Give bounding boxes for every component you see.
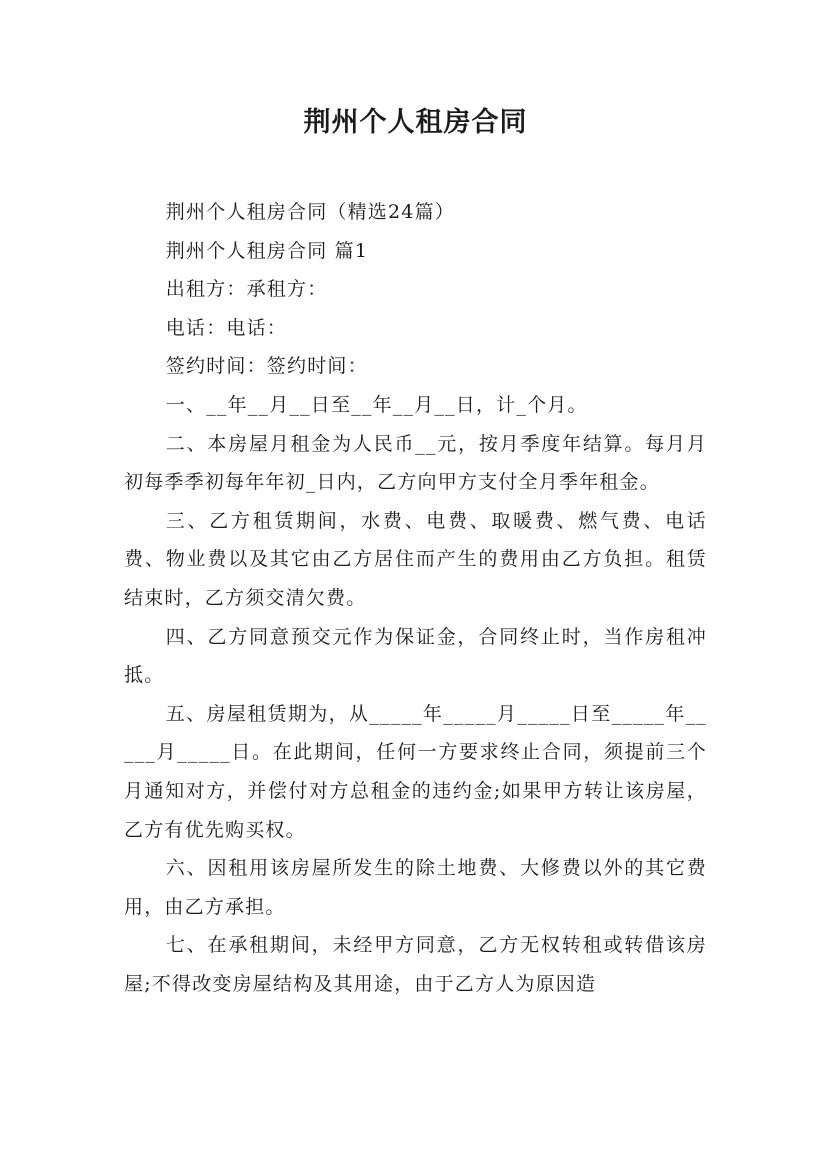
paragraph: 签约时间：签约时间： <box>165 355 368 378</box>
paragraph: 五、房屋租赁期为，从_____年_____月_____日至_____年_____月_____日。在此期间，任何一方要求终止合同，须提前三个月通知对方，并偿付对方总租金的违约金;如果甲方转让该房屋，乙方有优先购买权。 <box>124 702 707 841</box>
paragraph: 四、乙方同意预交元作为保证金，合同终止时，当作房租冲抵。 <box>124 625 707 687</box>
paragraph: 一、__年__月__日至__年__月__日，计_个月。 <box>165 393 588 416</box>
paragraph: 电话：电话： <box>165 316 287 339</box>
paragraph: 荆州个人租房合同（精选24篇） <box>165 201 455 223</box>
paragraph: 出租方：承租方： <box>165 278 328 301</box>
document-title: 荆州个人租房合同 <box>303 107 528 138</box>
paragraph: 七、在承租期间，未经甲方同意，乙方无权转租或转借该房屋;不得改变房屋结构及其用途，由于乙方人为原因造 <box>124 934 707 995</box>
paragraph: 三、乙方租赁期间，水费、电费、取暖费、燃气费、电话费、物业费以及其它由乙方居住而产生的费用由乙方负担。租赁结束时，乙方须交清欠费。 <box>124 509 707 609</box>
paragraph: 二、本房屋月租金为人民币__元，按月季度年结算。每月月初每季季初每年年初_日内，乙方向甲方支付全月季年租金。 <box>124 432 707 494</box>
paragraph: 六、因租用该房屋所发生的除土地费、大修费以外的其它费用，由乙方承担。 <box>124 857 707 918</box>
paragraph: 荆州个人租房合同 篇1 <box>165 239 369 262</box>
document-body <box>124 193 707 1003</box>
